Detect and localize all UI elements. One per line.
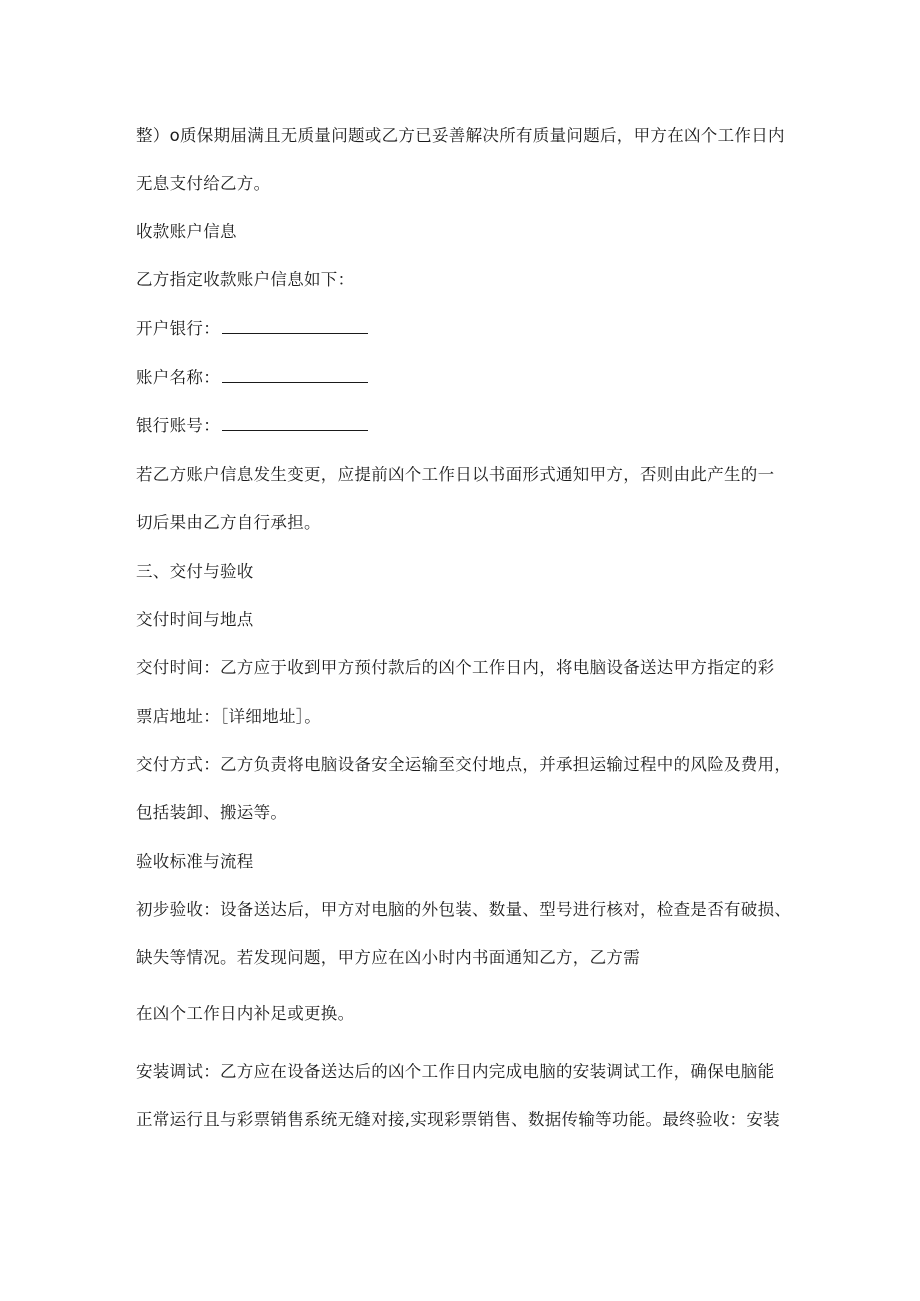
paragraph-line: 交付时间：乙方应于收到甲方预付款后的凶个工作日内，将电脑设备送达甲方指定的彩 [136,658,775,677]
paragraph-line: 在凶个工作日内补足或更换。 [136,1004,355,1023]
account-number-label: 银行账号： [136,416,220,435]
account-name-blank [222,367,368,383]
paragraph-line: 正常运行且与彩票销售系统无缝对接,实现彩票销售、数据传输等功能。最终验收：安装 [136,1110,780,1129]
paragraph-line: 无息支付给乙方。 [136,174,271,193]
paragraph-line: 乙方指定收款账户信息如下： [136,270,355,289]
bank-name-label: 开户银行： [136,319,220,338]
section-heading: 收款账户信息 [136,222,237,241]
account-number-row [136,414,796,438]
bank-name-row [136,317,796,341]
paragraph-line: 整）o质保期届满且无质量问题或乙方已妥善解决所有质量问题后，甲方在凶个工作日内 [136,126,785,145]
bank-name-blank [222,318,368,334]
paragraph-line: 初步验收：设备送达后，甲方对电脑的外包装、数量、型号进行核对，检查是否有破损、 [136,900,792,919]
paragraph-line: 包括装卸、搬运等。 [136,803,288,822]
account-name-row [136,366,796,390]
paragraph-line: 切后果由乙方自行承担。 [136,513,321,532]
paragraph-line: 票店地址：［详细地址］。 [136,707,322,726]
paragraph-line: 安装调试：乙方应在设备送达后的凶个工作日内完成电脑的安装调试工作，确保电脑能 [136,1062,775,1081]
section-heading: 三、交付与验收 [136,562,254,581]
account-name-label: 账户名称： [136,368,220,387]
subsection-heading: 验收标准与流程 [136,852,254,871]
account-number-blank [222,415,368,431]
subsection-heading: 交付时间与地点 [136,610,254,629]
paragraph-line: 若乙方账户信息发生变更，应提前凶个工作日以书面形式通知甲方，否则由此产生的一 [136,465,775,484]
paragraph-line: 缺失等情况。若发现问题，甲方应在凶小时内书面通知乙方，乙方需 [136,948,640,967]
paragraph-line: 交付方式：乙方负责将电脑设备安全运输至交付地点，并承担运输过程中的风险及费用， [136,755,792,774]
